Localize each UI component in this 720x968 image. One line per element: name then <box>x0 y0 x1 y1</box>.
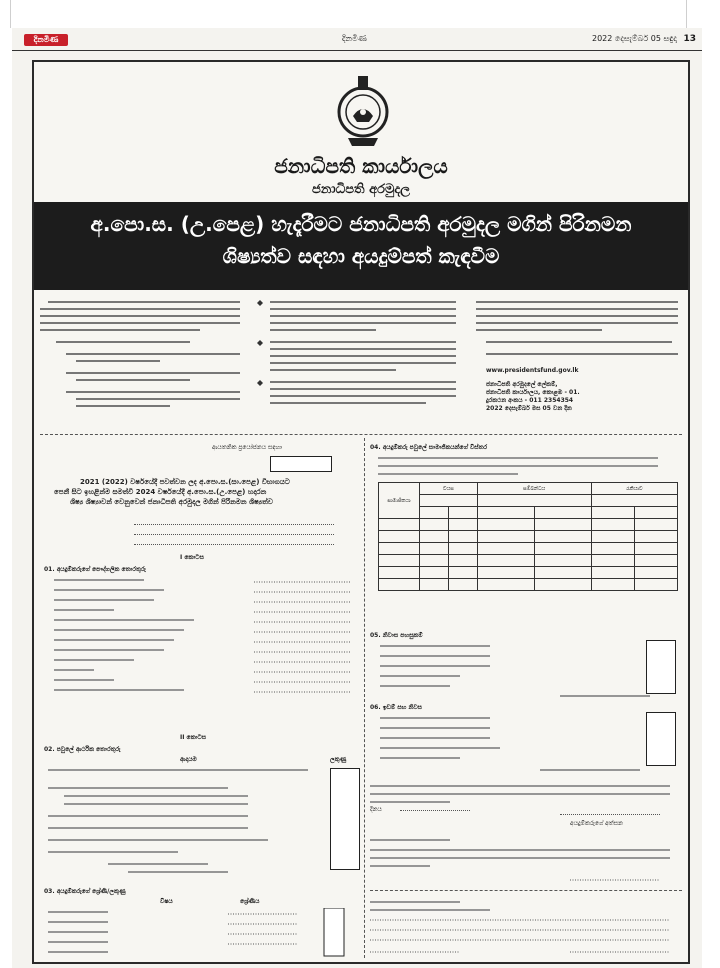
headline-line-1: අ.පො.ස. (උ.පෙළ) හැදෑරීමට ජනාධිපති අරමුදල මගින් පිරිනමන <box>90 212 632 236</box>
edge-line <box>10 0 11 28</box>
section-03-title: 03. අයදුම්කරුගේ ශ්‍රේණි/ලකුණු <box>44 888 126 895</box>
instructions-lines <box>378 454 678 484</box>
form-heading-3: ශිෂ්‍ය ශිෂ්‍යාවන් වෙනුවෙන් ජනාධිපති අරමුදල මගින් පිරිනමන ශිෂ්‍යත්ව <box>70 498 273 506</box>
office-title: ජනාධිපති කාර්යාලය <box>274 154 448 178</box>
table-subheader <box>634 507 677 519</box>
table-row[interactable] <box>379 519 678 531</box>
office-use-label: ආයතනික ප්‍රයෝජනය සඳහා <box>212 444 283 451</box>
national-emblem-icon <box>334 72 392 148</box>
form-heading-2: පෙනී සිට ඉහළින්ම සමත්වී 2024 වර්ෂයේදී අ.පො.ස.(උ.පෙළ) හදාරන <box>54 488 267 496</box>
application-form-left <box>40 442 360 962</box>
part-2-label: II කොටස <box>180 734 207 741</box>
table-subheader <box>420 495 478 507</box>
grades-lines[interactable] <box>48 908 348 958</box>
table-subheader <box>477 495 591 507</box>
job-header: රැකියාව <box>591 483 677 495</box>
verification-lines <box>370 898 680 958</box>
page-number: 13 <box>683 34 696 44</box>
part-1-label: I කොටස <box>180 554 204 561</box>
edge-line <box>686 0 687 28</box>
advertisement-frame <box>32 60 690 964</box>
age-header: වයස <box>420 483 478 495</box>
page-top-margin <box>0 0 720 28</box>
newspaper-date: 2022 දෙසැම්බර් 05 සඳුදා <box>592 34 677 43</box>
address-field[interactable] <box>54 520 344 527</box>
contact-address: ජනාධිපති කාර්යාලය, කොළඹ - 01. <box>486 389 580 397</box>
signature-field[interactable] <box>560 810 660 817</box>
table-row[interactable] <box>379 555 678 567</box>
application-form-right <box>370 442 682 962</box>
column-divider <box>364 438 365 958</box>
table-row[interactable] <box>379 579 678 591</box>
body-text-lines <box>40 298 245 418</box>
cut-line <box>370 890 682 891</box>
headline-banner <box>34 202 688 290</box>
subject-column-label: විෂය <box>160 898 173 905</box>
members-header: සාමාජිකයා <box>379 483 420 519</box>
housing-boxes[interactable] <box>646 640 676 694</box>
relation-header: සම්බන්ධය <box>477 483 591 495</box>
income-lines <box>48 766 328 896</box>
body-text-lines <box>472 298 682 364</box>
contact-date: 2022 දෙසැම්බර් මස 05 වන දින <box>486 405 572 413</box>
fund-title: ජනාධිපති අරමුදල <box>311 182 411 197</box>
newspaper-header <box>12 28 702 51</box>
body-text-lines <box>256 298 461 418</box>
family-members-table <box>378 482 678 591</box>
table-subheader <box>448 507 477 519</box>
table-subheader <box>591 495 677 507</box>
division-field[interactable] <box>54 540 344 547</box>
table-row[interactable] <box>379 543 678 555</box>
marks-boxes[interactable] <box>330 768 360 870</box>
notice-column-2 <box>256 298 461 421</box>
table-subheader <box>591 507 634 519</box>
table-subheader <box>420 507 449 519</box>
notice-body <box>40 298 682 432</box>
principal-lines <box>370 836 680 886</box>
district-field[interactable] <box>54 530 344 537</box>
personal-info-lines[interactable] <box>54 576 354 726</box>
newspaper-name: දිනමිණ <box>342 34 367 43</box>
housing-lines <box>380 642 680 702</box>
marks-column-label: ලකුණු <box>330 756 347 763</box>
contact-phone: දුරකථන අංකය - 011 2354354 <box>486 397 574 405</box>
notice-column-3 <box>472 298 682 413</box>
land-lines <box>380 714 680 774</box>
section-02-title: 02. පවුලේ ආර්ථික තොරතුරු <box>44 746 121 753</box>
table-subheader <box>534 507 591 519</box>
cut-line <box>40 434 682 435</box>
table-row[interactable] <box>379 567 678 579</box>
land-boxes[interactable] <box>646 712 676 766</box>
newspaper-page <box>12 28 702 968</box>
section-04-title: 04. අයදුම්කරු පවුලේ සාමාජිකයන්ගේ විස්තර <box>370 444 488 451</box>
income-column-label: ආදායම <box>180 756 197 763</box>
website-url[interactable]: www.presidentsfund.gov.lk <box>486 367 579 375</box>
date-field[interactable] <box>400 806 470 813</box>
section-05-title: 05. නිවාස පහසුකම් <box>370 632 423 639</box>
table-subheader <box>477 507 534 519</box>
form-heading-1: 2021 (2022) වර්ෂයේදී පවත්වන ලද අ.පො.ස.(සා.පෙළ) විභාගයට <box>80 478 290 486</box>
section-06-title: 06. ඉඩම් සහ නිවස <box>370 704 422 711</box>
applicant-signature-label: අයදුම්කරුගේ අත්සන <box>570 820 623 827</box>
office-use-box[interactable] <box>270 456 332 472</box>
contact-name: ජනාධිපති අරමුදලේ ලේකම්, <box>486 381 558 389</box>
headline-line-2: ශිෂ්‍යත්ව සඳහා අයදුම්පත් කැඳවීම <box>222 244 500 268</box>
newspaper-logo: දිනමිණ <box>24 34 68 46</box>
section-01-title: 01. අයදුම්කරුගේ පෞද්ගලික තොරතුරු <box>44 566 146 573</box>
grade-column-label: ශ්‍රේණිය <box>240 898 260 905</box>
date-label: දිනය <box>370 806 382 813</box>
notice-column-1 <box>40 298 245 421</box>
table-row[interactable] <box>379 531 678 543</box>
